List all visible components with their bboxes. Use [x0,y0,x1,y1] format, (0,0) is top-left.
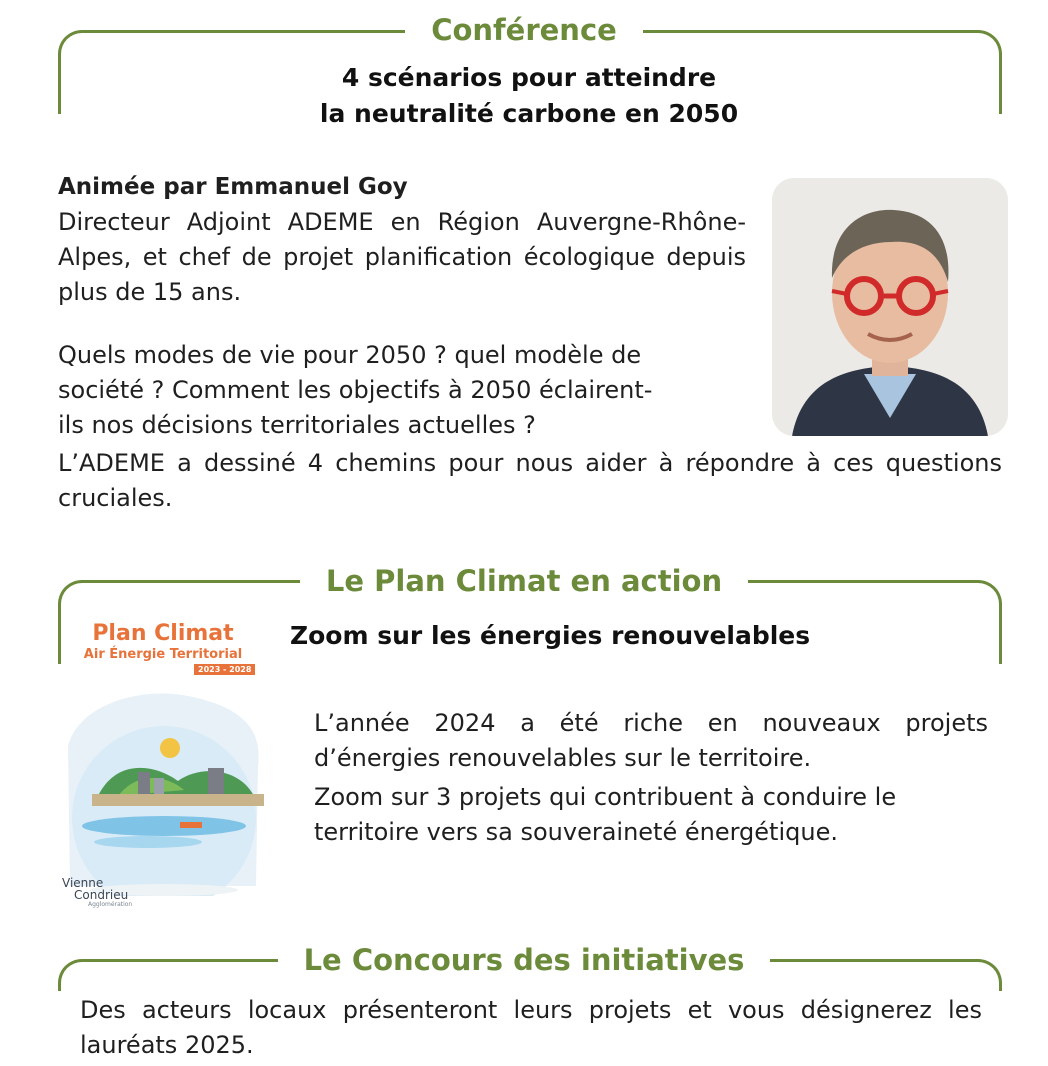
plan-climat-logo [58,620,268,910]
conference-question-line2: société ? Comment les objectifs à 2050 éclairent- [58,376,653,404]
conference-subtitle-line1: 4 scénarios pour atteindre [341,63,717,92]
plan-climat-paragraph2: Zoom sur 3 projets qui contribuent à conduire le territoire vers sa souveraineté énergétique. [314,783,897,846]
conference-question-line1: Quels modes de vie pour 2050 ? quel modèle de [58,341,642,369]
concours-heading: Le Concours des initiatives [0,942,1048,978]
portrait-illustration [772,178,1008,436]
conference-question-line3: ils nos décisions territoriales actuelles ? [58,411,536,439]
plan-climat-subtitle: Zoom sur les énergies renouvelables [290,621,811,650]
agency-line2: Condrieu [74,888,129,902]
conference-closing: L’ADEME a dessiné 4 chemins pour nous aider à répondre à ces questions cruciales. [58,449,1002,512]
agency-line1: Vienne [62,876,104,890]
plan-climat-paragraph1: L’année 2024 a été riche en nouveaux projets d’énergies renouvelables sur le territoire. [314,709,988,772]
logo-years: 2023 - 2028 [194,664,255,675]
conference-heading: Conférence [0,12,1048,48]
logo-subtitle: Air Énergie Territorial [83,647,243,662]
logo-title: Plan Climat [92,621,234,646]
concours-text: Des acteurs locaux présenteront leurs projets et vous désignerez les lauréats 2025. [80,996,982,1059]
host-bio: Directeur Adjoint ADEME en Région Auvergne-Rhône-Alpes, et chef de projet planification écologique depuis plus de 15 ans. [58,208,746,306]
plan-climat-illustration [58,686,268,896]
conference-subtitle-line2: la neutralité carbone en 2050 [319,99,739,128]
speaker-portrait [772,178,1008,436]
plan-climat-heading: Le Plan Climat en action [0,563,1048,599]
host-name: Animée par Emmanuel Goy [58,174,408,200]
agency-line3: Agglomération [88,901,133,908]
